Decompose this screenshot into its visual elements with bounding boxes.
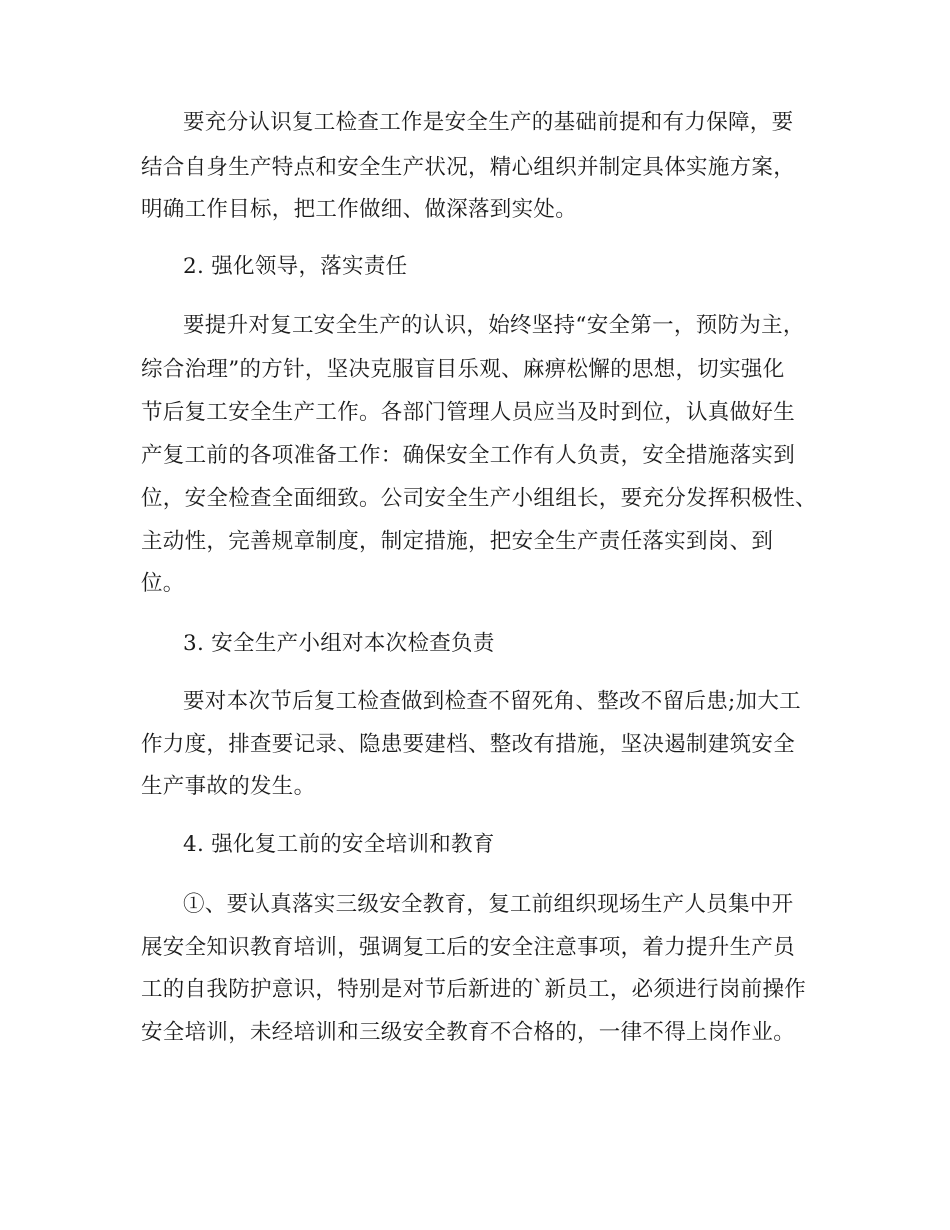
paragraph-3-line-2: 作力度，排查要记录、隐患要建档、整改有措施，坚决遏制建筑安全: [141, 732, 796, 757]
paragraph-4-line-2: 展安全知识教育培训，强调复工后的安全注意事项，着力提升生产员: [141, 935, 796, 960]
section-heading-2: 2. 强化领导，落实责任: [183, 254, 408, 279]
paragraph-2-line-1: 要提升对复工安全生产的认识，始终坚持“安全第一，预防为主，: [183, 313, 805, 338]
paragraph-4-line-1: ①、要认真落实三级安全教育，复工前组织现场生产人员集中开: [183, 892, 794, 917]
paragraph-2-line-7: 位。: [141, 571, 185, 596]
paragraph-4-line-4: 安全培训，未经培训和三级安全教育不合格的，一律不得上岗作业。: [141, 1020, 796, 1045]
paragraph-2-line-2: 综合治理”的方针，坚决克服盲目乐观、麻痹松懈的思想，切实强化: [141, 357, 785, 382]
paragraph-3-line-3: 生产事故的发生。: [141, 774, 316, 799]
section-heading-4: 4. 强化复工前的安全培训和教育: [183, 832, 495, 857]
paragraph-2-line-5: 位，安全检查全面细致。公司安全生产小组组长，要充分发挥积极性、: [141, 486, 817, 511]
paragraph-4-line-3: 工的自我防护意识，特别是对节后新进的`新员工，必须进行岗前操作: [141, 977, 807, 1002]
paragraph-1-line-3: 明确工作目标，把工作做细、做深落到实处。: [141, 197, 578, 222]
paragraph-1-line-1: 要充分认识复工检查工作是安全生产的基础前提和有力保障，要: [183, 110, 794, 135]
paragraph-2-line-6: 主动性，完善规章制度，制定措施，把安全生产责任落实到岗、到: [141, 529, 774, 554]
paragraph-1-line-2: 结合自身生产特点和安全生产状况，精心组织并制定具体实施方案，: [141, 155, 796, 180]
section-heading-3: 3. 安全生产小组对本次检查负责: [183, 631, 495, 656]
paragraph-2-line-4: 产复工前的各项准备工作：确保安全工作有人负责，安全措施落实到: [141, 443, 796, 468]
paragraph-3-line-1: 要对本次节后复工检查做到检查不留死角、整改不留后患;加大工: [183, 689, 801, 714]
paragraph-2-line-3: 节后复工安全生产工作。各部门管理人员应当及时到位，认真做好生: [141, 400, 796, 425]
